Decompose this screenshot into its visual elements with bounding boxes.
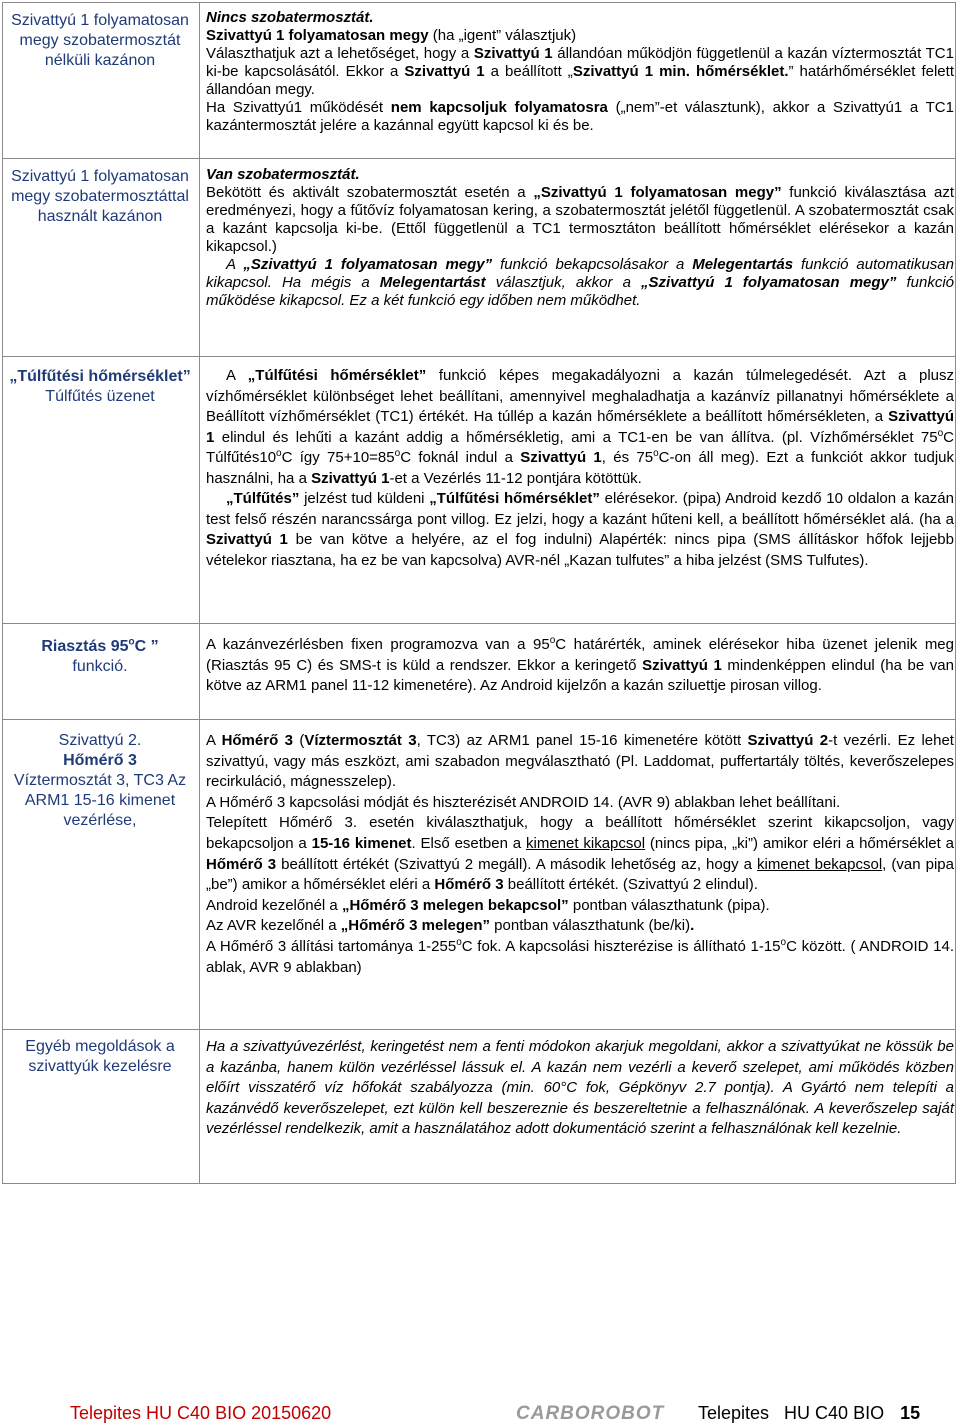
section-with-room-thermostat: Van szobatermosztát. Bekötött és aktivált szobatermosztát esetén a „Szivattyú 1 folyamatosan megy” funkció kiválasztása azt eredményezi, hogy a fűtővíz folyamatosan kering, a szobatermosztát jelétől függetlenül. A szobatermosztát csak a kazánt kapcsolja ki-be. (Ettől függetlenül a TC1 termosztáton beállított hőmérséklet elérésekor a kazán kikapcsol.) A „Szivattyú 1 folyamatosan megy” funkció bekapcsolásakor a Melegentartás funkció automatikusan kikapcsol. Ha mégis a Melegentartást választjuk, akkor a „Szivattyú 1 folyamatosan megy” funkció működése kikapcsol. Ez a két funkció egy időben nem működhet. [206,166,954,309]
row-divider [3,158,955,159]
section-pump-2: A Hőmérő 3 (Víztermosztát 3, TC3) az ARM1 panel 15-16 kimenetére kötött Szivattyú 2-t vezérli. Ez lehet szivattyú, vagy más eszközt, ami szabadon megválasztható (Pl. Laddomat, puffertartály töltés, keverőszelepes recirkuláció, mágnesszelep). A Hőmérő 3 kapcsolási módját és hiszterézisét ANDROID 14. (AVR 9) ablakban lehet beállítani. Telepített Hőmérő 3. esetén kiválaszthatjuk, hogy a beállított hőmérséklet szerint kikapcsoljon, vagy bekapcsoljon a 15-16 kimenet. Első esetben a kimenet kikapcsol (nincs pipa, „ki”) amikor eléri a hőmérséklet a Hőmérő 3 beállított értékét (Szivattyú 2 megáll). A második lehetőség az, hogy a kimenet bekapcsol, (van pipa „be”) amikor a hőmérséklet eléri a Hőmérő 3 beállított értékét. (Szivattyú 2 elindul). Android kezelőnél a „Hőmérő 3 melegen bekapcsol” pontban választhatunk (pipa). Az AVR kezelőnél a „Hőmérő 3 melegen” pontban választhatunk (be/ki). A Hőmérő 3 állítási tartománya 1-255$^o$C fok. A kapcsolási hiszterézise is állítható 1-15$^o$C között. ( ANDROID 14. ablak, AVR 9 ablakban) [206,732,955,976]
content-table [2,2,956,1184]
label-pump-with-room-thermostat: Szivattyú 1 folyamatosan megy szobatermosztáttal használt kazánon [11,168,189,225]
section-overheat: A „Túlfűtési hőmérséklet” funkció képes megakadályozni a kazán túlmelegedését. Azt a plusz vízhőmérséklet különbséget lehet beállítani, amennyivel meghaladhatja a kazánvíz pillanatnyi hőmérséklete a Beállított vízhőmérséklet (TC1) értékét. Ha túllép a kazán hőmérséklete a beállított hőmérsékleten, a Szivattyú 1 elindul és lehűti a kazánt addig a hőmérsékletig, ami a TC1-en be van állítva. (pl. Vízhőmérséklet 75$^o$C Túlfűtés10$^o$C így $75+10=85^oC$ foknál indul a Szivattyú 1, és 75$^o$C-on áll meg). Ezt a funkciót akkor tudjuk használni, ha a Szivattyú 1-et a Vezérlés 11-12 pontjára kötöttük. „Túlfűtés” jelzést tud küldeni „Túlfűtési hőmérséklet” elérésekor. (pipa) Android kezdő 10 oldalon a kazán test felső részén narancssárga pont villog. Ez jelzi, hogy a kazánt hűteni kell, a beállított hőmérséklet alá. (ha a Szivattyú 1 be van kötve a helyére, az el fog indulni) Alapérték: nincs pipa (SMS állításkor hőfok lejjebb vételekor riasztana, ha ez be van kapcsolva) AVR-nél „Kazan tulfutes” a hiba jelzést (SMS Tulfutes). [206,367,954,569]
label-pump-no-room-thermostat: Szivattyú 1 folyamatosan megy szobatermosztát nélküli kazánon [11,12,189,69]
page-number: 15 [900,1403,921,1423]
section-heading: Nincs szobatermosztát. [206,9,374,26]
section-other-solutions: Ha a szivattyúvezérlést, keringetést nem a fenti módokon akarjuk megoldani, akkor a szivattyúkat ne kössük be a kazánba, hanem külön vezérléssel lássuk el. A kazán nem vezérli a keverő szelepet, ami működés közben előírt visszatérő víz hőfokát szabályozza (min. 60°C fok, Gépkönyv 2.7 pontja). A Gyártó nem telepíti a kazánvédő keverőszelepet, ezt külön kell beszereznie és beszereltetnie a felhasználónak. A keverőszelep saját vezérléssel rendelkezik, amit a használatához adott dokumentáció szerint a felhasználónak kell kezelnie. [206,1038,954,1137]
label-overheat: „Túlfűtési hőmérséklet” Túlfűtés üzenet [9,368,191,405]
footer-doc-name: Telepites HU C40 BIO 15 [698,1403,921,1423]
footer-doc-id: Telepites HU C40 BIO 20150620 [70,1403,332,1423]
row-divider [3,356,955,357]
label-alarm-95: Riasztás 95$^o$C ” funkció. [41,636,159,675]
page-footer [0,1402,960,1424]
column-divider [199,3,200,1183]
carborobot-logo: CARBOROBOT [516,1403,665,1424]
row-divider [3,719,955,720]
section-heading: Van szobatermosztát. [206,166,360,183]
section-no-room-thermostat: Nincs szobatermosztát. Szivattyú 1 folyamatosan megy (ha „igent” választjuk) Választhatjuk azt a lehetőséget, hogy a Szivattyú 1 állandóan működjön függetlenül a kazán víztermosztát TC1 ki-be kapcsolásától. Ekkor a Szivattyú 1 a beállított „Szivattyú 1 min. hőmérséklet.” határhőmérséklet felett állandóan megy. Ha Szivattyú1 működését nem kapcsoljuk folyamatosra („nem”-et választunk), akkor a Szivattyú1 a TC1 kazántermosztát jelére a kazánnal együtt kapcsol ki és be. [206,9,954,134]
row-divider [3,623,955,624]
label-other-solutions: Egyéb megoldások a szivattyúk kezelésre [25,1038,175,1075]
row-divider [3,1029,955,1030]
section-alarm-95: A kazánvezérlésben fixen programozva van a 95$^o$C határérték, aminek elérésekor hiba üzenet jelenik meg (Riasztás 95 C) és SMS-t is küld a rendszer. Ekkor a keringető Szivattyú 1 mindenképpen elindul (ha be van kötve az ARM1 panel 11-12 kimenetére). Az Android kijelzőn a kazán sziluettje pirosan villog. [206,635,954,694]
label-pump-2: Szivattyú 2. Hőmérő 3 Víztermosztát 3, TC3 Az ARM1 15-16 kimenet vezérlése, [13,732,187,829]
